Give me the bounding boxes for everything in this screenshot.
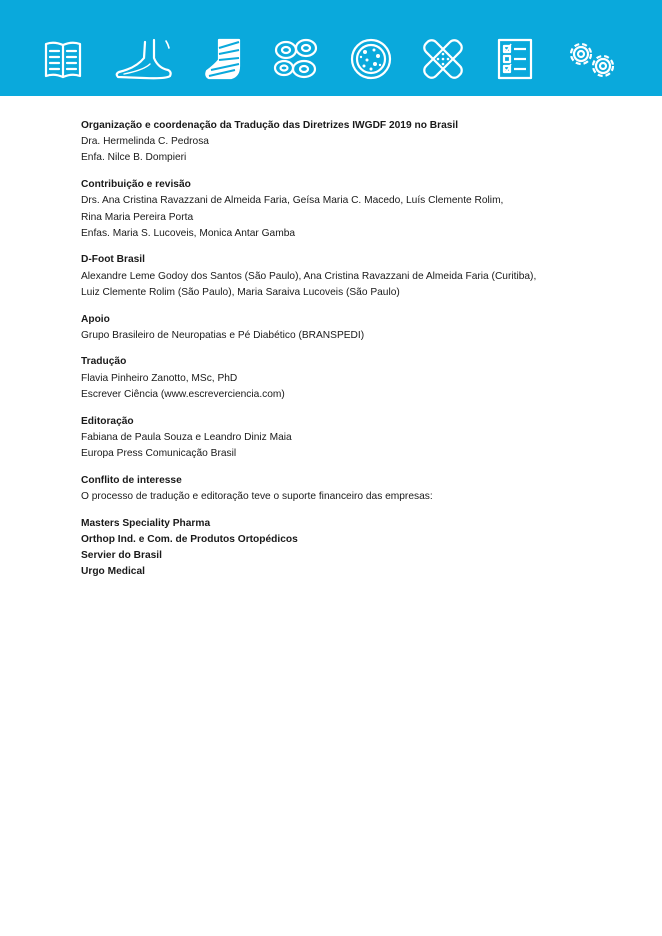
section-heading: Apoio — [81, 313, 110, 325]
section-line: Luiz Clemente Rolim (São Paulo), Maria Saraiva Lucoveis (São Paulo) — [81, 286, 400, 298]
section-editing — [81, 414, 621, 463]
sponsor-name: Servier do Brasil — [81, 549, 162, 561]
section-conflict — [81, 473, 621, 505]
section-heading: D-Foot Brasil — [81, 254, 145, 266]
bandaged-foot-icon — [205, 38, 241, 80]
section-contribution — [81, 177, 621, 242]
section-coordination — [81, 118, 621, 167]
cells-icon — [272, 38, 320, 80]
sponsor-name: Orthop Ind. e Com. de Produtos Ortopédicos — [81, 533, 298, 545]
header-banner — [0, 0, 662, 96]
section-heading: Organização e coordenação da Tradução das Diretrizes IWGDF 2019 no Brasil — [81, 120, 459, 131]
section-dfoot — [81, 252, 621, 301]
section-heading: Tradução — [81, 356, 127, 368]
section-line: Rina Maria Pereira Porta — [81, 211, 194, 223]
sponsors-list — [81, 516, 621, 581]
section-heading: Contribuição e revisão — [81, 179, 191, 191]
credits-content — [81, 118, 621, 591]
section-line: Drs. Ana Cristina Ravazzani de Almeida Faria, Geísa Maria C. Macedo, Luís Clemente Rolim, — [81, 195, 504, 207]
section-line: Enfas. Maria S. Lucoveis, Monica Antar Gamba — [81, 227, 296, 239]
section-line: Flavia Pinheiro Zanotto, MSc, PhD — [81, 372, 238, 384]
section-line: Alexandre Leme Godoy dos Santos (São Paulo), Ana Cristina Ravazzani de Almeida Faria (Curitiba), — [81, 270, 537, 282]
section-line: O processo de tradução e editoração teve o suporte financeiro das empresas: — [81, 490, 433, 502]
section-heading: Conflito de interesse — [81, 474, 182, 486]
section-heading: Editoração — [81, 415, 134, 427]
bacteria-dish-icon — [350, 38, 392, 80]
sponsor-name: Masters Speciality Pharma — [81, 517, 211, 529]
checklist-icon — [497, 38, 533, 80]
section-line: Escrever Ciência (www.escreverciencia.com) — [81, 388, 285, 400]
section-translation — [81, 354, 621, 403]
sponsor-name: Urgo Medical — [81, 566, 145, 578]
section-line: Grupo Brasileiro de Neuropatias e Pé Diabético (BRANSPEDI) — [81, 329, 365, 341]
section-line: Fabiana de Paula Souza e Leandro Diniz Maia — [81, 431, 292, 443]
section-line: Europa Press Comunicação Brasil — [81, 447, 237, 459]
section-support — [81, 312, 621, 344]
section-line: Dra. Hermelinda C. Pedrosa — [81, 136, 209, 148]
book-icon — [44, 38, 82, 78]
gears-icon — [565, 38, 619, 80]
foot-icon — [114, 38, 174, 80]
section-line: Enfa. Nilce B. Dompieri — [81, 152, 187, 164]
bandage-cross-icon — [422, 38, 464, 80]
